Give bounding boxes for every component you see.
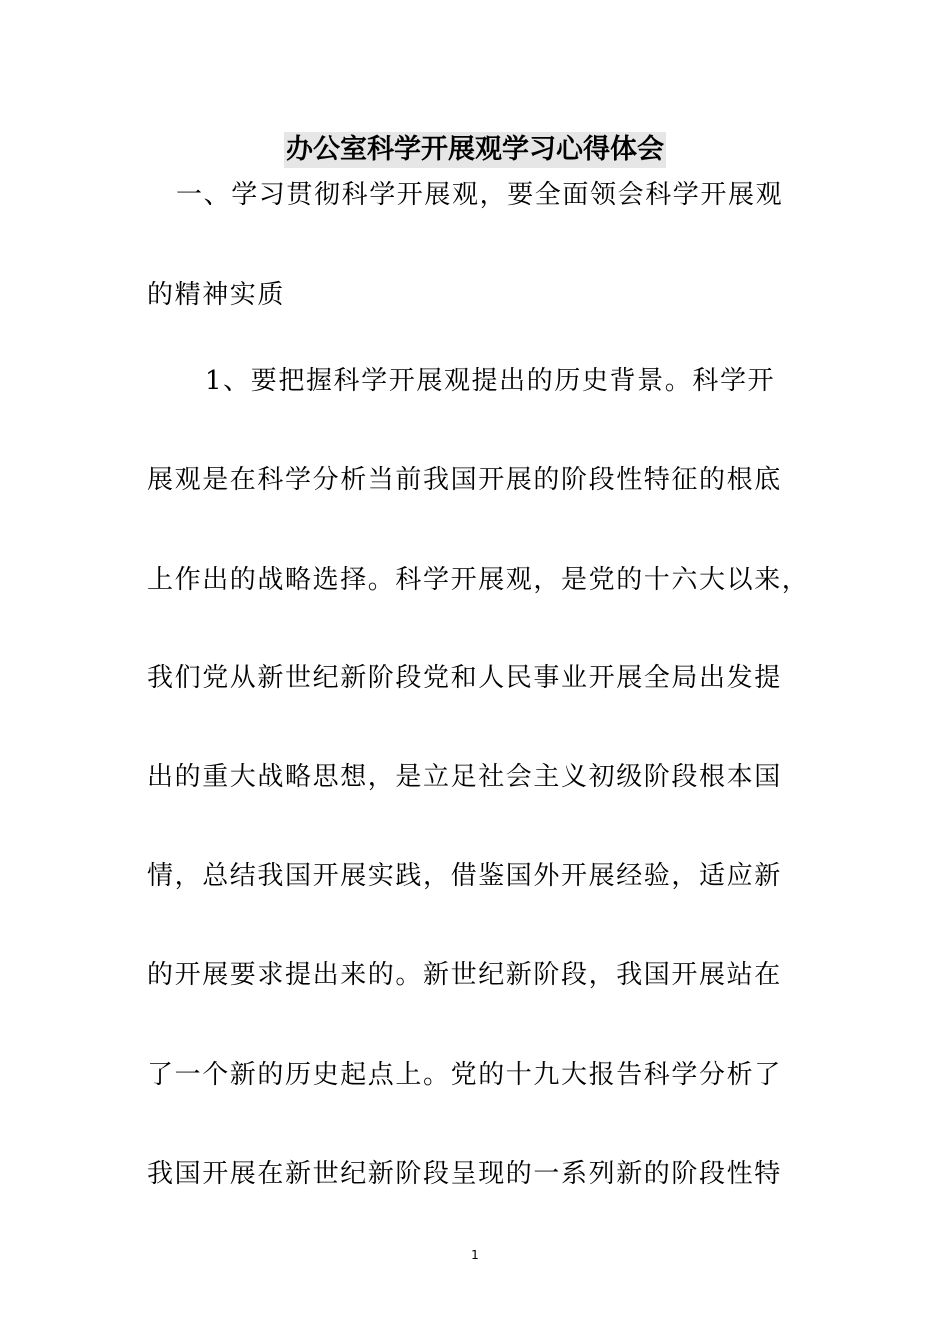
paragraph-line-9: 我国开展在新世纪新阶段呈现的一系列新的阶段性特 — [147, 1159, 782, 1189]
heading-line-1: 一、学习贯彻科学开展观，要全面领会科学开展观 — [176, 180, 784, 210]
paragraph-line-2: 展观是在科学分析当前我国开展的阶段性特征的根底 — [147, 465, 782, 495]
paragraph-line-7: 的开展要求提出来的。新世纪新阶段，我国开展站在 — [147, 960, 782, 990]
paragraph-line-1: 1、要把握科学开展观提出的历史背景。科学开 — [205, 366, 776, 396]
heading-line-2: 的精神实质 — [147, 280, 286, 310]
document-title: 办公室科学开展观学习心得体会 — [284, 132, 666, 168]
paragraph-line-3: 上作出的战略选择。科学开展观，是党的十六大以来， — [147, 565, 810, 595]
paragraph-line-4: 我们党从新世纪新阶段党和人民事业开展全局出发提 — [147, 663, 782, 693]
page-number: 1 — [471, 1248, 479, 1262]
paragraph-line-5: 出的重大战略思想，是立足社会主义初级阶段根本国 — [147, 762, 782, 792]
paragraph-line-6: 情，总结我国开展实践，借鉴国外开展经验，适应新 — [147, 861, 782, 891]
paragraph-line-8: 了一个新的历史起点上。党的十九大报告科学分析了 — [147, 1060, 782, 1090]
title-container — [0, 132, 950, 168]
